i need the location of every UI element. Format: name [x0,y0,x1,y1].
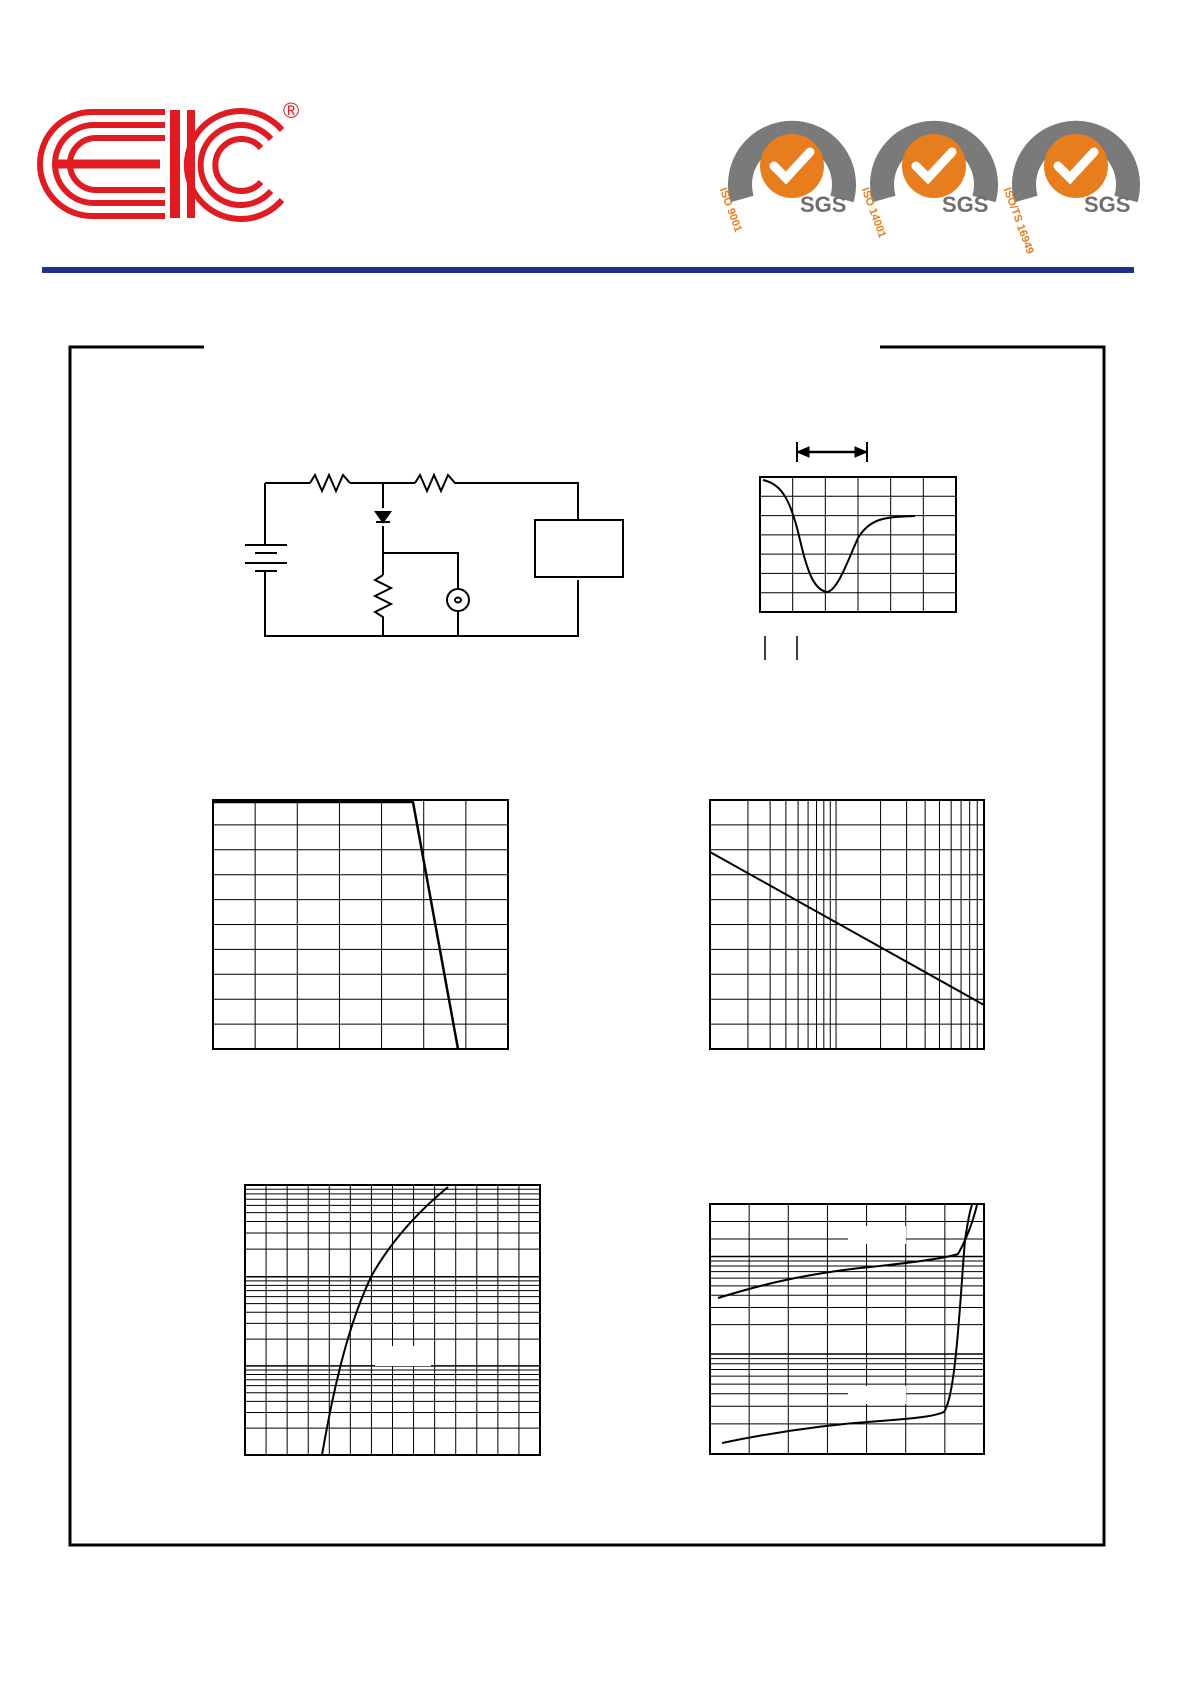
reverse-curve-room-temp [722,1205,972,1443]
curve-label-box [375,1346,431,1366]
cert-standard: ISO 9001 [716,186,744,234]
reverse-curve-high-temp [718,1205,977,1298]
surge-chart [710,800,984,1049]
curve-label-box [848,1226,906,1244]
test-circuit-diagram [245,475,623,636]
plot-frame [710,1204,984,1454]
cert-body: SGS [1084,192,1131,217]
curve-label-box [848,1386,906,1404]
cert-standard: ISO/TS 16949 [1000,186,1036,256]
forward-curve [322,1187,448,1455]
recovery-curve [763,480,915,592]
recovery-waveform-diagram [760,442,956,660]
derating-curve [213,802,458,1049]
cert-body: SGS [942,192,989,217]
cert-body: SGS [800,192,847,217]
reverse-chart [710,1204,984,1454]
cert-standard: ISO 14001 [858,186,888,240]
registered-mark: ® [283,98,300,123]
derating-chart [213,800,508,1049]
forward-chart [245,1185,540,1455]
content-frame [70,347,1104,1545]
